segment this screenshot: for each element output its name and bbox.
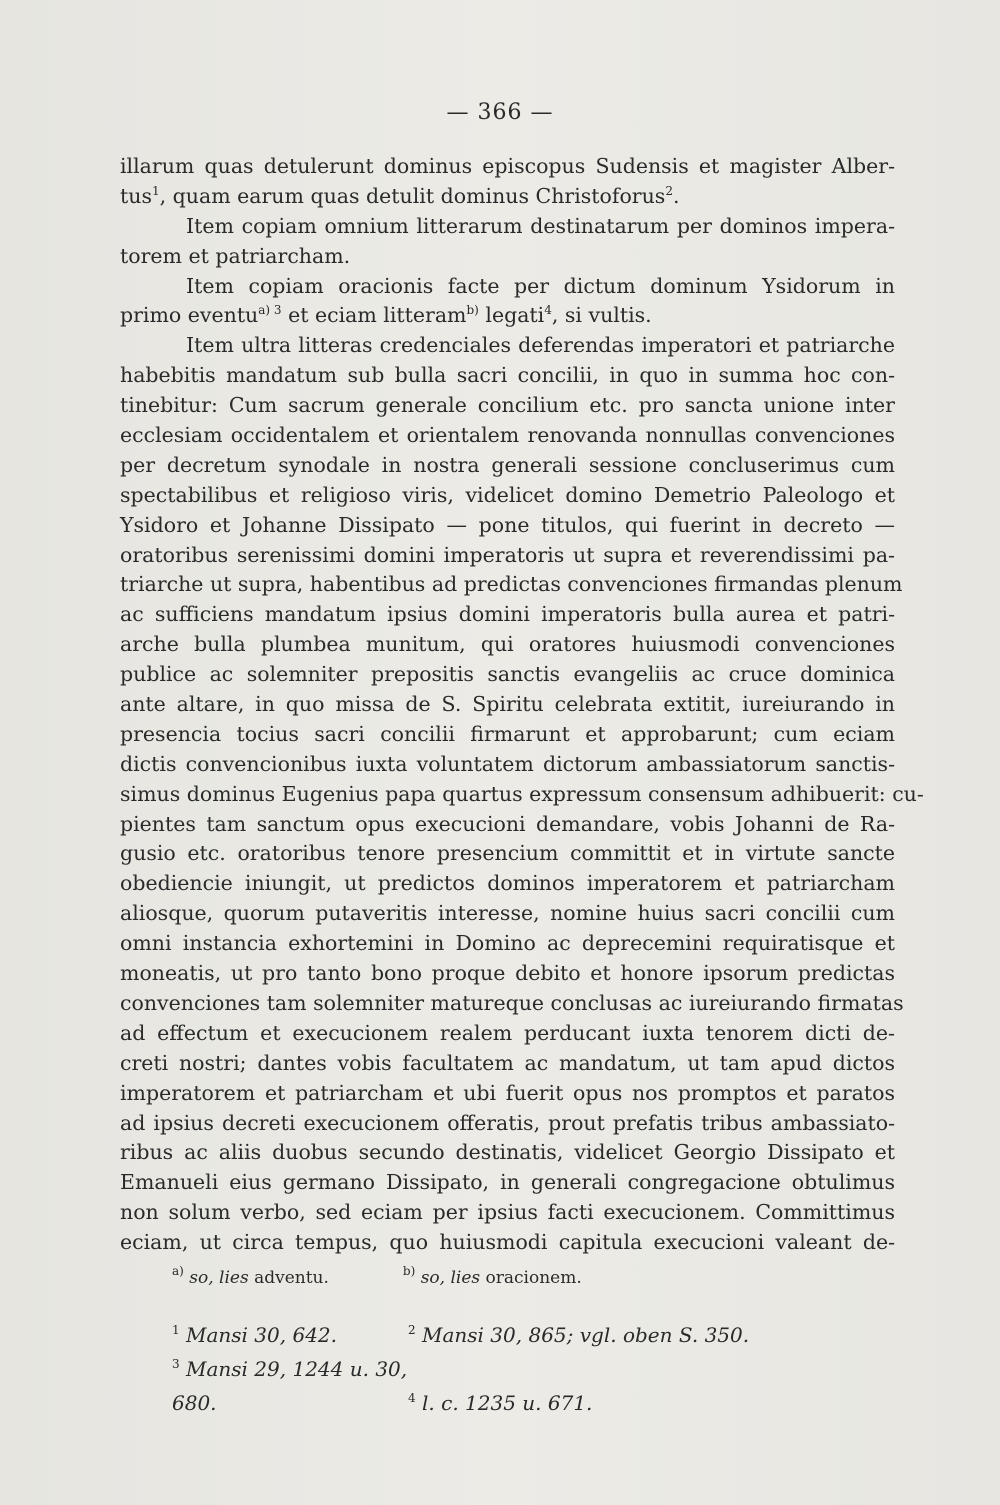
text-line: presencia tocius sacri concilii firmarunt et approbarunt; cum eciam: [120, 721, 895, 746]
footnote-number: $^3$ Mansi 29, 1244 u. 30, 680.: [172, 1357, 408, 1415]
text-line: obediencie iniungit, ut predictos dominos imperatorem et patriarcham: [120, 871, 895, 896]
text-line: imperatorem et patriarcham et ubi fuerit opus nos promptos et paratos: [120, 1080, 895, 1105]
text-line: tinebitur: Cum sacrum generale concilium etc. pro sancta unione inter: [120, 393, 895, 418]
footnote-number: $^2$ Mansi 30, 865; vgl. oben S. 350.: [408, 1323, 750, 1347]
text-line: ante altare, in quo missa de S. Spiritu celebrata extitit, iureiurando in: [120, 692, 895, 717]
text-line: non solum verbo, sed eciam per ipsius facti execucionem. Committimus: [120, 1200, 895, 1225]
text-line: illarum quas detulerunt dominus episcopus Sudensis et magister Alber-: [120, 154, 895, 178]
text-line: pientes tam sanctum opus execucioni demandare, vobis Johanni de Ra-: [120, 811, 895, 836]
footnote-row: [120, 1318, 900, 1352]
footnote-row: [120, 1352, 900, 1415]
footnote-letter: $^{b)}$ so, lies oracionem.: [402, 1264, 582, 1288]
text-line: publice ac solemniter prepositis sanctis evangeliis ac cruce dominica: [120, 662, 895, 687]
body-text: [120, 152, 924, 1258]
text-line: dictis convencionibus iuxta voluntatem dictorum ambassiatorum sanctis-: [120, 751, 895, 776]
text-line: ad ipsius decreti execucionem offeratis, prout prefatis tribus ambassiato-: [120, 1110, 895, 1135]
text-line: omni instancia exhortemini in Domino ac deprecemini requiratisque et: [120, 931, 895, 956]
text-line: arche bulla plumbea munitum, qui oratores huiusmodi convenciones: [120, 632, 895, 657]
text-line: oratoribus serenissimi domini imperatoris ut supra et reverendissimi pa-: [120, 542, 895, 567]
text-line: ac sufficiens mandatum ipsius domini imperatoris bulla aurea et patri-: [120, 602, 895, 627]
text-line: moneatis, ut pro tanto bono proque debito et honore ipsorum predictas: [120, 961, 895, 986]
page-number: — 366 —: [446, 100, 554, 125]
text-line: torem et patriarcham.: [120, 243, 351, 268]
text-line: Item ultra litteras credenciales deferendas imperatori et patriarche: [186, 333, 895, 358]
text-line: Item copiam oracionis facte per dictum dominum Ysidorum in: [186, 273, 895, 298]
text-line: convenciones tam solemniter matureque conclusas ac iureiurando firmatas: [120, 990, 904, 1015]
text-line: triarche ut supra, habentibus ad predictas convenciones firmandas plenum: [120, 572, 903, 597]
footnote-number: $^1$ Mansi 30, 642.: [172, 1323, 337, 1347]
text-line: per decretum synodale in nostra generali sessione concluserimus cum: [120, 452, 895, 477]
text-line: aliosque, quorum putaveritis interesse, nomine huius sacri concilii cum: [120, 901, 895, 926]
text-line: creti nostri; dantes vobis facultatem ac mandatum, ut tam apud dictos: [120, 1050, 895, 1075]
text-line: primo eventu$^{a) 3}$ et eciam litteram$^{b)}$ legati$^4$, si vultis.: [120, 303, 652, 328]
text-line: ribus ac aliis duobus secundo destinatis, videlicet Georgio Dissipato et: [120, 1140, 895, 1165]
text-line: eciam, ut circa tempus, quo huiusmodi capitula execucioni valeant de-: [120, 1230, 895, 1255]
footnote-number: $^4$ l. c. 1235 u. 671.: [408, 1391, 593, 1415]
text-line: ecclesiam occidentalem et orientalem renovanda nonnullas convenciones: [120, 423, 895, 448]
text-line: ad effectum et execucionem realem perducant iuxta tenorem dicti de-: [120, 1020, 895, 1045]
text-line: tus$^1$, quam earum quas detulit dominus Christoforus$^2$.: [120, 183, 680, 208]
text-line: Item copiam omnium litterarum destinatarum per dominos impera-: [186, 213, 895, 238]
text-line: Emanueli eius germano Dissipato, in generali congregacione obtulimus: [120, 1170, 895, 1195]
text-line: habebitis mandatum sub bulla sacri concilii, in quo in summa hoc con-: [120, 363, 895, 388]
text-line: simus dominus Eugenius papa quartus expressum consensum adhibuerit: cu-: [120, 781, 924, 806]
numbered-footnotes: [120, 1318, 900, 1415]
letter-footnotes: [120, 1264, 900, 1288]
text-line: gusio etc. oratoribus tenore presencium committit et in virtute sancte: [120, 841, 895, 866]
footnote-letter: $^{a)}$ so, lies adventu.: [172, 1264, 329, 1288]
text-line: spectabilibus et religioso viris, videlicet domino Demetrio Paleologo et: [120, 482, 895, 507]
text-line: Ysidoro et Johanne Dissipato — pone titulos, qui fuerint in decreto —: [120, 512, 895, 537]
